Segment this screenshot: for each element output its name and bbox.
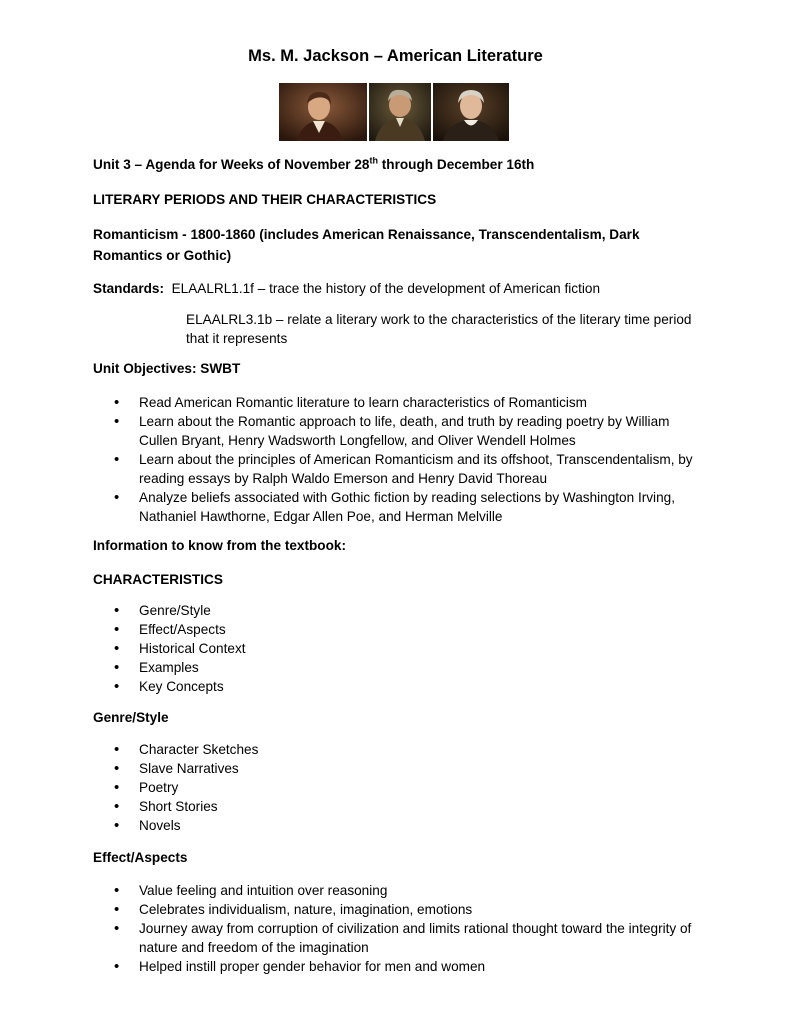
portrait-image [279, 83, 367, 141]
effect-aspects-list [93, 881, 705, 976]
characteristics-heading: CHARACTERISTICS [93, 572, 223, 587]
list-item: • Learn about the Romantic approach to life, death, and truth by reading poetry by William Cullen Bryant, Henry Wadsworth Longfellow, and Oliver Wendell Holmes [93, 412, 703, 450]
portrait-image [433, 83, 509, 141]
list-item: • Effect/Aspects [93, 620, 713, 639]
list-item: • Novels [93, 816, 713, 835]
list-item: • Historical Context [93, 639, 713, 658]
genre-style-heading: Genre/Style [93, 710, 169, 725]
effect-aspects-heading: Effect/Aspects [93, 850, 188, 865]
standard-2: ELAALRL3.1b – relate a literary work to the characteristics of the literary time period that it represents [186, 312, 692, 346]
textbook-heading: Information to know from the textbook: [93, 538, 346, 553]
list-item: • Genre/Style [93, 601, 713, 620]
portrait-image [369, 83, 431, 141]
standards-label: Standards: [93, 281, 165, 296]
genre-style-list [93, 740, 713, 835]
list-item: • Value feeling and intuition over reasoning [93, 881, 705, 900]
list-item: • Slave Narratives [93, 759, 713, 778]
page-title: Ms. M. Jackson – American Literature [248, 47, 543, 65]
romanticism-heading: Romanticism - 1800-1860 (includes American Renaissance, Transcendentalism, Dark Romantics or Gothic) [93, 227, 640, 263]
list-item: • Read American Romantic literature to learn characteristics of Romanticism [93, 393, 703, 412]
standards-line-1 [93, 279, 713, 298]
literary-periods-heading: LITERARY PERIODS AND THEIR CHARACTERISTICS [93, 192, 437, 207]
list-item: • Journey away from corruption of civilization and limits rational thought toward the integrity of nature and freedom of the imagination [93, 919, 705, 957]
objectives-list [93, 393, 703, 526]
list-item: • Analyze beliefs associated with Gothic fiction by reading selections by Washington Irving, Nathaniel Hawthorne, Edgar Allen Poe, and Herman Melville [93, 488, 703, 526]
list-item: • Short Stories [93, 797, 713, 816]
characteristics-list [93, 601, 713, 696]
list-item: • Key Concepts [93, 677, 713, 696]
list-item: • Learn about the principles of American Romanticism and its offshoot, Transcendentalism, by reading essays by Ralph Waldo Emerson and Henry David Thoreau [93, 450, 703, 488]
agenda-heading: Unit 3 – Agenda for Weeks of November 28th through December 16th [93, 155, 535, 172]
list-item: • Examples [93, 658, 713, 677]
portrait-strip [279, 83, 509, 141]
list-item: • Helped instill proper gender behavior for men and women [93, 957, 705, 976]
standard-1: ELAALRL1.1f – trace the history of the development of American fiction [171, 281, 601, 296]
list-item: • Celebrates individualism, nature, imagination, emotions [93, 900, 705, 919]
list-item: • Poetry [93, 778, 713, 797]
list-item: • Character Sketches [93, 740, 713, 759]
objectives-heading: Unit Objectives: SWBT [93, 361, 241, 376]
